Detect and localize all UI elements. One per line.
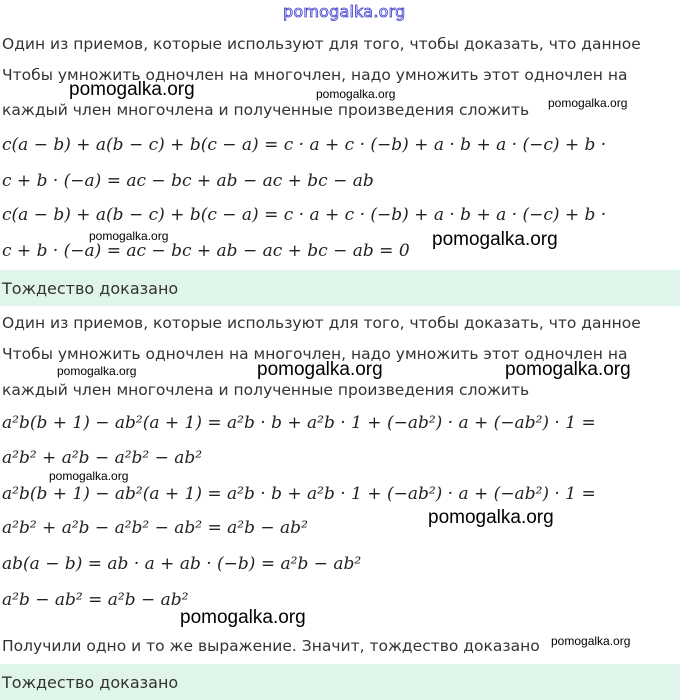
watermark: pomogalka.org bbox=[180, 607, 306, 628]
watermark: pomogalka.org bbox=[551, 634, 631, 648]
intro-text: Один из приемов, которые используют для того, чтобы доказать, что данное bbox=[2, 314, 641, 332]
watermark: pomogalka.org bbox=[428, 507, 554, 528]
watermark: pomogalka.org bbox=[505, 359, 631, 380]
equation-line: ab(a − b) = ab · a + ab · (−b) = a²b − ab² bbox=[2, 554, 362, 574]
rule-line-2: каждый член многочлена и полученные произведения сложить bbox=[2, 101, 530, 119]
watermark: pomogalka.org bbox=[257, 359, 383, 380]
watermark: pomogalka.org bbox=[432, 229, 558, 250]
result-text: Получили одно и то же выражение. Значит, тождество доказано bbox=[2, 637, 540, 655]
watermark: pomogalka.org bbox=[548, 96, 628, 110]
equation-line: a²b(b + 1) − ab²(a + 1) = a²b · b + a²b · 1 + (−ab²) · a + (−ab²) · 1 = bbox=[2, 413, 596, 433]
equation-line: c(a − b) + a(b − c) + b(c − a) = c · a + c · (−b) + a · b + a · (−c) + b · bbox=[2, 205, 607, 225]
rule-line-1: Чтобы умножить одночлен на многочлен, надо умножить этот одночлен на bbox=[2, 66, 628, 84]
watermark: pomogalka.org bbox=[49, 469, 129, 483]
rule-line-2: каждый член многочлена и полученные произведения сложить bbox=[2, 381, 530, 399]
intro-text: Один из приемов, которые используют для того, чтобы доказать, что данное bbox=[2, 35, 641, 53]
equation-line: c + b · (−a) = ac − bc + ab − ac + bc − ab = 0 bbox=[2, 241, 410, 261]
equation-line: a²b(b + 1) − ab²(a + 1) = a²b · b + a²b · 1 + (−ab²) · a + (−ab²) · 1 = bbox=[2, 484, 596, 504]
conclusion-text: Тождество доказано bbox=[2, 673, 179, 692]
equation-line: a²b² + a²b − a²b² − ab² bbox=[2, 448, 203, 468]
watermark: pomogalka.org bbox=[57, 364, 137, 378]
equation-line: c + b · (−a) = ac − bc + ab − ac + bc − ab bbox=[2, 171, 374, 191]
watermark-top: pomogalka.org bbox=[283, 2, 406, 21]
watermark: pomogalka.org bbox=[316, 87, 396, 101]
equation-line: a²b − ab² = a²b − ab² bbox=[2, 590, 189, 610]
equation-line: a²b² + a²b − a²b² − ab² = a²b − ab² bbox=[2, 518, 308, 538]
conclusion-text: Тождество доказано bbox=[2, 279, 179, 298]
watermark: pomogalka.org bbox=[89, 229, 169, 243]
equation-line: c(a − b) + a(b − c) + b(c − a) = c · a + c · (−b) + a · b + a · (−c) + b · bbox=[2, 135, 607, 155]
rule-line-1: Чтобы умножить одночлен на многочлен, надо умножить этот одночлен на bbox=[2, 345, 628, 363]
watermark: pomogalka.org bbox=[69, 79, 195, 100]
